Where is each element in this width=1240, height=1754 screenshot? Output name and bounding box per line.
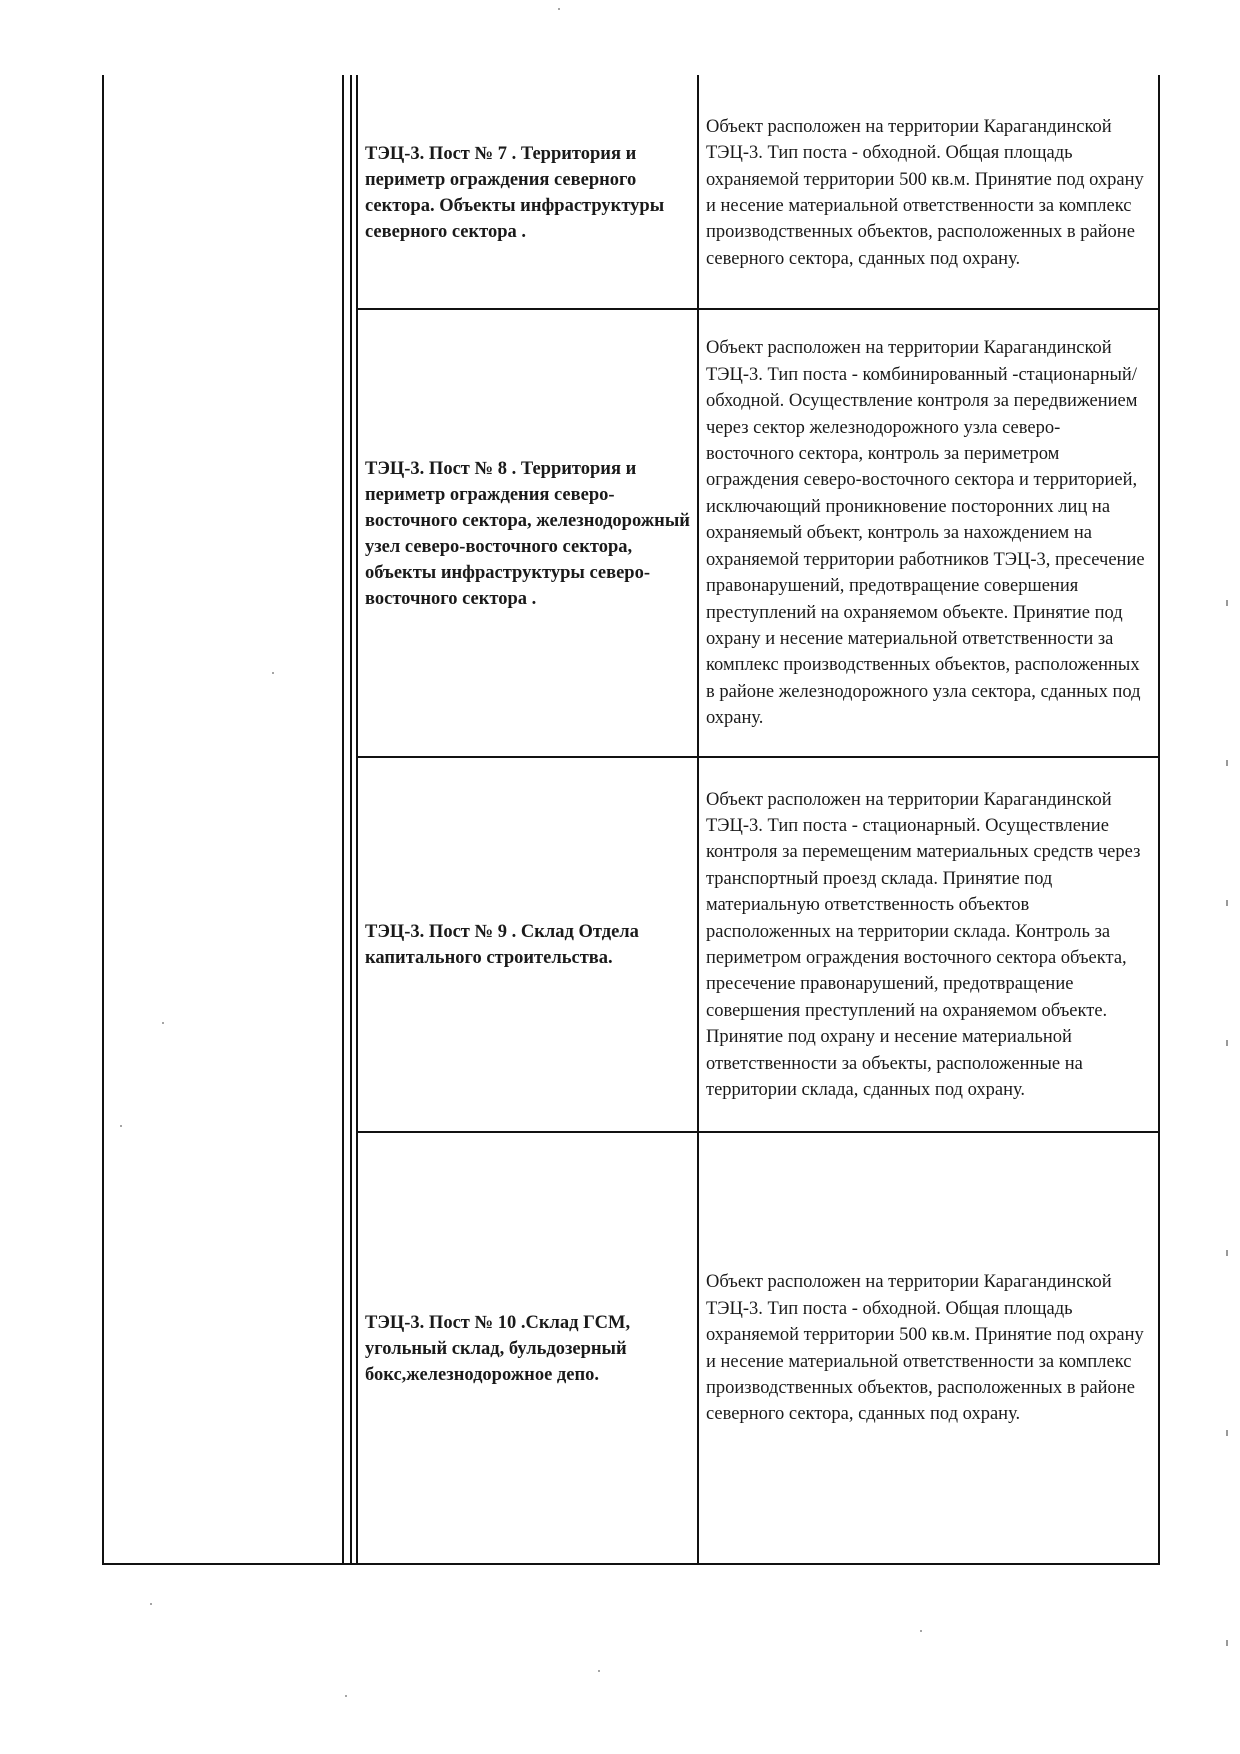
post-8-description [706, 311, 1146, 756]
post-8-description-text: Объект расположен на территории Карагандинской ТЭЦ-3. Тип поста - комбинированный -стационарный/обходной. Осуществление контроля за передвижением через сектор железнодорожного узла северо-восточного сектора, контроль за периметром ограждения северо-восточного сектора и территорией, исключающий проникновение посторонних лиц на охраняемый объект, контроль за нахождением на охраняемой территории работников ТЭЦ-3, пресечение правонарушений, предотвращение совершения преступлений на охраняемом объекте. Принятие под охрану и несение материальной ответственности за комплекс производственных объектов, расположенных в районе железнодорожного узла сектора, сданных под охрану. [706, 338, 1145, 729]
post-8-title-text: ТЭЦ-3. Пост № 8 . Территория и периметр ограждения северо-восточного сектора, железнодорожный узел северо-восточного сектора, объекты инфраструктуры северо-восточного сектора . [365, 458, 690, 609]
table-column-divider-3 [697, 75, 699, 1565]
scan-edge-mark [1226, 1040, 1228, 1046]
scan-speck [598, 1670, 600, 1672]
post-10-description [706, 1134, 1146, 1563]
post-7-description-text: Объект расположен на территории Карагандинской ТЭЦ-3. Тип поста - обходной. Общая площадь охраняемой территории 500 кв.м. Принятие под охрану и несение материальной ответственности за комплекс производственных объектов, расположенных в районе северного сектора, сданных под охрану. [706, 116, 1144, 269]
scan-speck [558, 8, 560, 10]
table-right-border [1158, 75, 1160, 1565]
table-column-divider-2b [356, 75, 358, 1565]
post-7-title-text: ТЭЦ-3. Пост № 7 . Территория и периметр ограждения северного сектора. Объекты инфраструктуры северного сектора . [365, 144, 665, 242]
scan-edge-mark [1226, 1430, 1228, 1436]
post-7-description [706, 78, 1146, 308]
scan-speck [162, 1022, 164, 1024]
scan-speck [150, 1603, 152, 1605]
scan-edge-mark [1226, 760, 1228, 766]
table-left-border [102, 75, 104, 1565]
post-10-title [365, 1134, 690, 1563]
post-7-title [365, 78, 690, 308]
scan-speck [345, 1695, 347, 1697]
post-9-description-text: Объект расположен на территории Карагандинской ТЭЦ-3. Тип поста - стационарный. Осуществление контроля за перемещеним материальных средств через транспортный проезд склада. Принятие под материальную ответственность объектов расположенных на территории склада. Контроль за периметром ограждения восточного сектора объекта, пресечение правонарушений, предотвращение совершения преступлений на охраняемом объекте. Принятие под охрану и несение материальной ответственности за объекты, расположенные на территории склада, сданных под охрану. [706, 789, 1141, 1101]
table-bottom-border [102, 1563, 1160, 1565]
table-column-divider-1 [342, 75, 344, 1565]
scan-speck [920, 1630, 922, 1632]
row-divider-2 [356, 756, 1160, 758]
post-8-title [365, 311, 690, 756]
table-column-divider-2a [350, 75, 352, 1565]
scan-edge-mark [1226, 1640, 1228, 1646]
scan-edge-mark [1226, 900, 1228, 906]
post-10-description-text: Объект расположен на территории Карагандинской ТЭЦ-3. Тип поста - обходной. Общая площадь охраняемой территории 500 кв.м. Принятие под охрану и несение материальной ответственности за комплекс производственных объектов, расположенных в районе северного сектора, сданных под охрану. [706, 1272, 1144, 1425]
post-10-title-text: ТЭЦ-3. Пост № 10 .Склад ГСМ, угольный склад, бульдозерный бокс,железнодорожное депо. [365, 1312, 631, 1385]
scan-speck [120, 1125, 122, 1127]
post-9-title [365, 759, 690, 1131]
scan-speck [272, 672, 274, 674]
scan-edge-mark [1226, 1250, 1228, 1256]
scan-edge-mark [1226, 600, 1228, 606]
row-divider-1 [356, 308, 1160, 310]
post-9-title-text: ТЭЦ-3. Пост № 9 . Склад Отдела капитального строительства. [365, 922, 639, 968]
post-9-description [706, 759, 1146, 1131]
row-divider-3 [356, 1131, 1160, 1133]
